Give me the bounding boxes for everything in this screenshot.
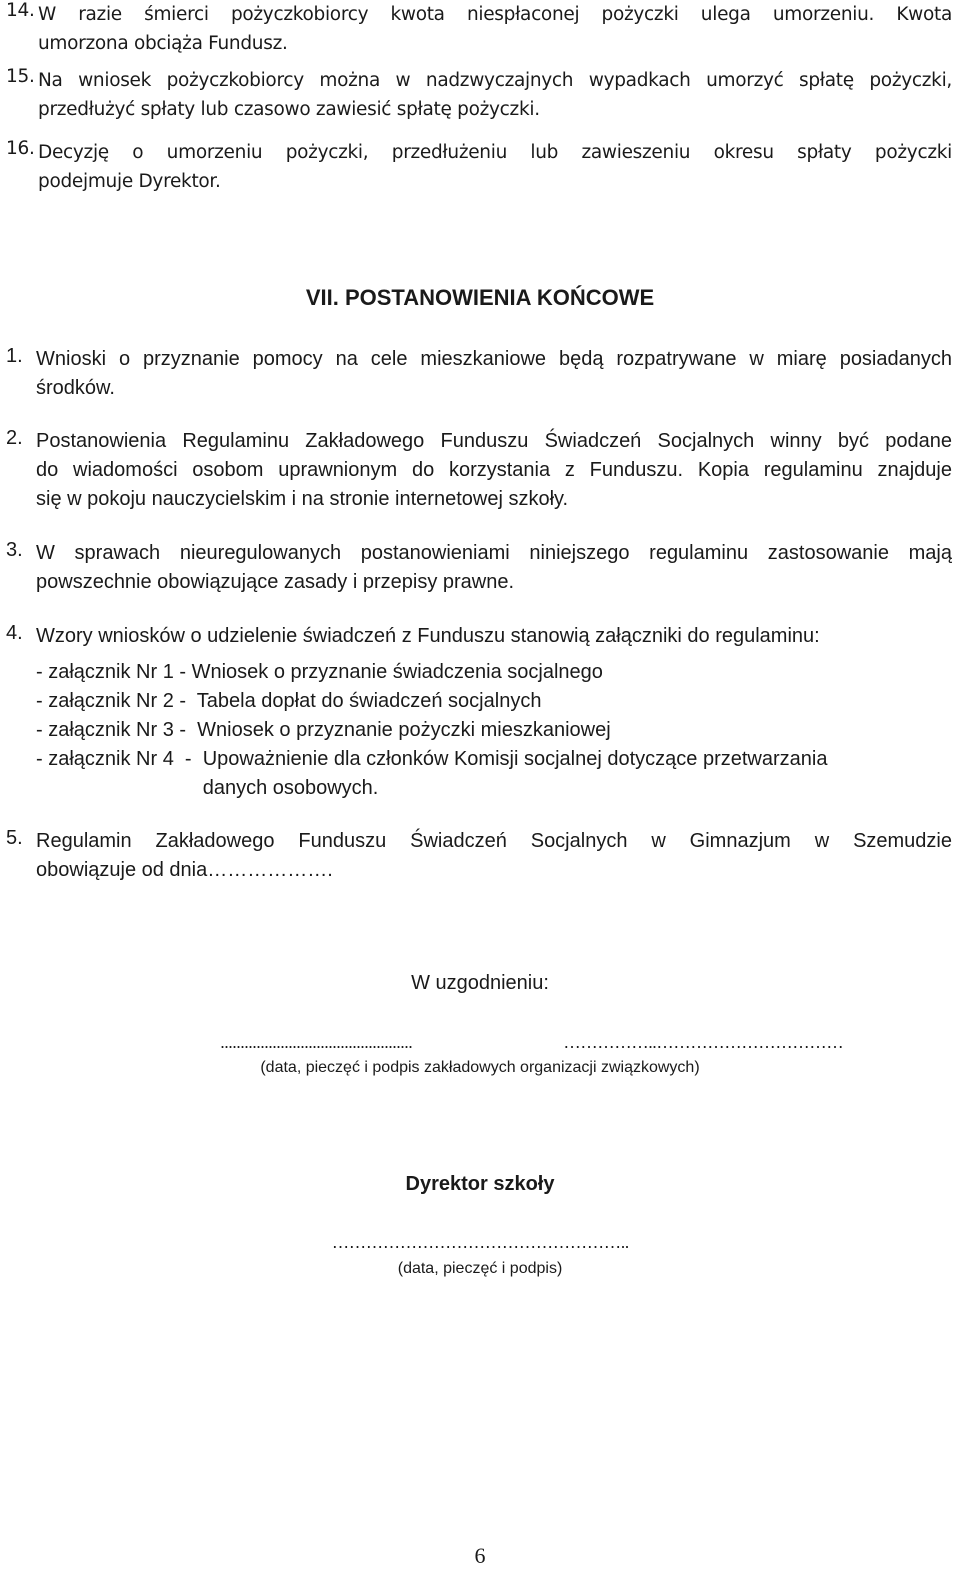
- paragraph-number: 2.: [6, 427, 23, 449]
- paragraph-16: [6, 138, 952, 196]
- agreement-signature-dots-right: ……………..……………………………: [563, 1032, 844, 1052]
- paragraph-line: przedłużyć spłaty lub czasowo zawiesić spłatę pożyczki.: [38, 99, 540, 120]
- paragraph-line: Regulamin Zakładowego Funduszu Świadczeń Socjalnych w Gimnazjum w Szemudzie: [36, 830, 952, 852]
- director-caption: (data, pieczęć i podpis): [397, 1260, 563, 1277]
- paragraph-number: 15.: [6, 66, 35, 87]
- section-heading: VII. POSTANOWIENIA KOŃCOWE: [305, 285, 655, 310]
- paragraph-line: się w pokoju nauczycielskim i na stronie internetowej szkoły.: [36, 488, 569, 510]
- paragraph-line: W razie śmierci pożyczkobiorcy kwota niespłaconej pożyczki ulega umorzeniu. Kwota: [38, 4, 952, 25]
- paragraph-line: Postanowienia Regulaminu Zakładowego Funduszu Świadczeń Socjalnych winny być podane: [36, 430, 952, 452]
- agreement-label: W uzgodnieniu:: [411, 972, 549, 994]
- paragraph-line: Na wniosek pożyczkobiorcy można w nadzwyczajnych wypadkach umorzyć spłatę pożyczki,: [38, 70, 952, 91]
- paragraph-line: W sprawach nieuregulowanych postanowieniami niniejszego regulaminu zastosowanie mają: [36, 542, 952, 564]
- paragraph-line: obowiązuje od dnia……………….: [36, 859, 333, 881]
- director-label: Dyrektor szkoły: [405, 1173, 555, 1195]
- paragraph-15: [6, 66, 952, 124]
- attachment-item-4: - załącznik Nr 4 - Upoważnienie dla członków Komisji socjalnej dotyczące przetwarzania: [36, 748, 828, 770]
- page-number: 6: [474, 1543, 486, 1568]
- paragraph-line: Wzory wniosków o udzielenie świadczeń z Funduszu stanowią załączniki do regulaminu:: [36, 625, 820, 647]
- attachment-item-4-continuation: danych osobowych.: [36, 777, 379, 799]
- final-paragraph-4: [6, 622, 952, 651]
- paragraph-number: 1.: [6, 345, 23, 367]
- paragraph-line: umorzona obciąża Fundusz.: [38, 33, 288, 54]
- final-paragraph-1: [6, 345, 952, 403]
- paragraph-line: do wiadomości osobom uprawnionym do korzystania z Funduszu. Kopia regulaminu znajduje: [36, 459, 952, 481]
- paragraph-line: podejmuje Dyrektor.: [38, 171, 221, 192]
- director-signature-dots: ……………………………………………..: [331, 1232, 629, 1252]
- agreement-caption: (data, pieczęć i podpis zakładowych organizacji związkowych): [260, 1059, 700, 1076]
- paragraph-14: [6, 0, 952, 58]
- final-paragraph-5: [6, 827, 952, 885]
- paragraph-number: 4.: [6, 622, 23, 644]
- paragraph-number: 5.: [6, 827, 23, 849]
- paragraph-line: Decyzję o umorzeniu pożyczki, przedłużeniu lub zawieszeniu okresu spłaty pożyczki: [38, 142, 952, 163]
- paragraph-number: 3.: [6, 539, 23, 561]
- agreement-signature-dots-left: ................................................: [220, 1032, 413, 1052]
- final-paragraph-2: [6, 427, 952, 514]
- paragraph-line: powszechnie obowiązujące zasady i przepisy prawne.: [36, 571, 515, 593]
- final-paragraph-3: [6, 539, 952, 597]
- paragraph-number: 16.: [6, 138, 35, 159]
- attachment-item-2: - załącznik Nr 2 - Tabela dopłat do świadczeń socjalnych: [36, 690, 542, 712]
- paragraph-number: 14.: [6, 0, 35, 21]
- paragraph-line: środków.: [36, 377, 115, 399]
- attachment-item-3: - załącznik Nr 3 - Wniosek o przyznanie pożyczki mieszkaniowej: [36, 719, 611, 741]
- attachment-item-1: - załącznik Nr 1 - Wniosek o przyznanie świadczenia socjalnego: [36, 661, 603, 683]
- paragraph-line: Wnioski o przyznanie pomocy na cele mieszkaniowe będą rozpatrywane w miarę posiadanych: [36, 348, 952, 370]
